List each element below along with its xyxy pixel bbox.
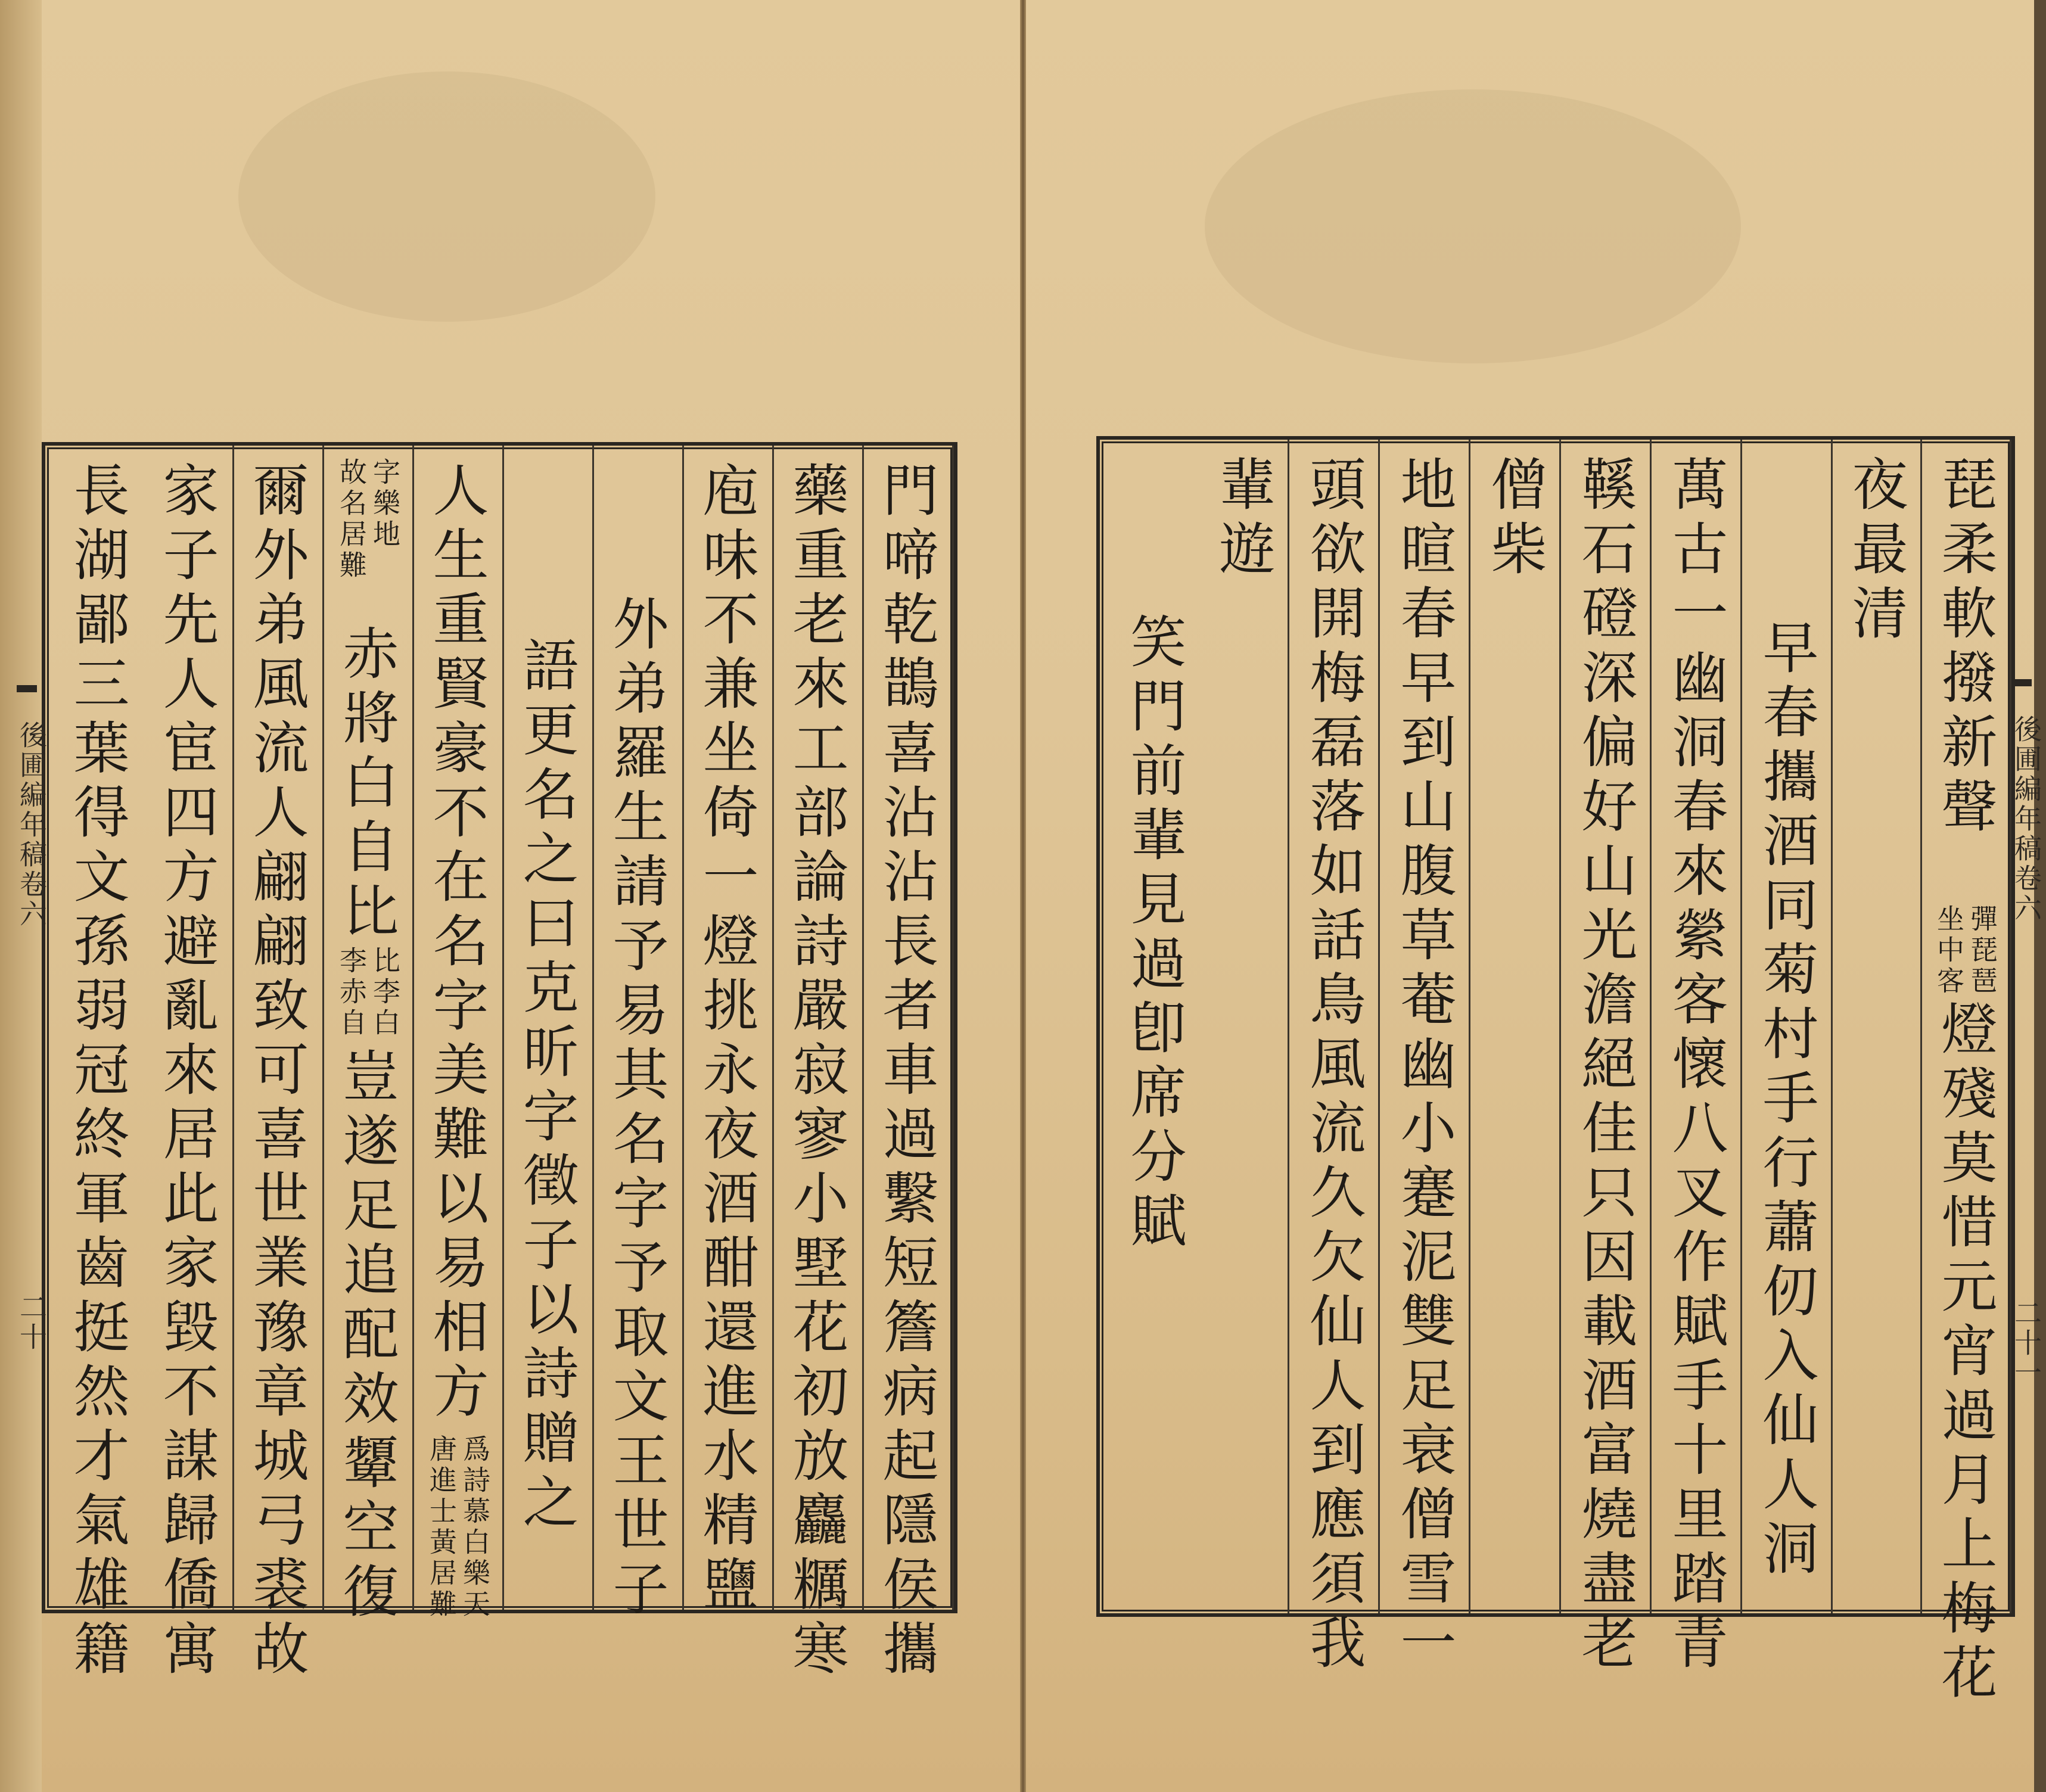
left-col-4 [594,446,684,1624]
left-col-8 [234,446,324,1684]
left-col-7-note-c: 李赤自 [335,946,368,1039]
right-col-2 [1833,440,1922,1613]
paper-stain [1205,89,1741,363]
left-col-1-text: 門啼乾鵲喜沾沾長者車過繫短簷病起隱侯攜 [873,461,938,1684]
left-col-5-text: 語更名之曰克昕字徵子以詩贈之 [513,636,578,1537]
left-col-6 [414,446,504,1620]
right-margin-title: 後圃編年稿卷六 [2010,715,2042,923]
left-col-6-text: 人生重賢豪不在名字美難以易相方 [423,461,488,1426]
left-col-7-note-b: 字樂地 [369,458,401,550]
right-col-7 [1380,440,1470,1678]
right-col-3-text: 早春攜酒同菊村手行蕭仞入仙人洞 [1753,618,1818,1583]
paper-stain [238,71,655,322]
left-col-2 [774,446,864,1684]
left-col-7-note-a: 故名居難 [335,458,368,581]
right-col-8 [1289,440,1380,1678]
right-col-1-note-b: 彈琵琶 [1966,904,1998,997]
right-col-2-text: 夜最清 [1842,455,1907,648]
right-col-8-text: 頭欲開梅磊落如話鳥風流久欠仙人到應須我 [1300,455,1365,1678]
left-col-7-note-d: 比李白 [369,946,401,1039]
left-col-7 [324,446,414,1626]
right-col-5 [1561,440,1652,1678]
left-col-10 [52,446,144,1684]
left-col-7-text2: 豈遂足追配效顰空復 [333,1047,398,1626]
left-col-4-text: 外弟羅生請予易其名字予取文王世子 [603,595,668,1624]
right-col-5-text: 鞵石磴深偏好山光澹絕佳只因載酒富燒盡老 [1572,455,1637,1678]
left-col-5 [504,446,594,1610]
left-col-6-note-a: 唐進士黃居難 [425,1435,458,1620]
left-page [0,0,1020,1792]
right-col-9-text: 輩遊 [1209,455,1274,584]
right-col-1-text: 琵柔軟撥新聲 [1932,455,1997,841]
right-col-10 [1107,440,1200,1613]
right-col-7-text: 地暄春早到山腹草菴幽小蹇泥雙足衰僧雪一 [1391,455,1456,1678]
left-col-9 [144,446,234,1684]
right-col-10-text: 笑門前輩見過卽席分賦 [1121,612,1186,1256]
left-col-9-text: 家子先人宦四方避亂來居此家毀不謀歸僑寓 [153,461,218,1684]
right-col-1-text2: 燈殘莫惜元宵過月上梅花 [1932,1000,1997,1707]
right-col-1-note-a: 坐中客 [1933,904,1965,997]
right-col-4 [1652,440,1742,1678]
right-col-6 [1470,440,1561,1613]
left-col-3 [684,446,774,1619]
right-col-3 [1742,440,1833,1613]
fold-mark [17,685,37,692]
right-col-4-text: 萬古一幽洞春來縈客懷八叉作賦手十里踏青 [1662,455,1727,1678]
left-col-2-text: 藥重老來工部論詩嚴寂寥小墅花初放麤糲寒 [783,461,848,1684]
left-margin-title: 後圃編年稿卷六 [15,721,48,929]
left-text-frame [42,442,957,1684]
right-col-1 [1922,440,2011,1707]
book-gutter [1020,0,1026,1792]
left-col-8-text: 爾外弟風流人翩翩致可喜世業豫章城弓裘故 [243,461,308,1684]
left-col-10-text: 長湖鄙三葉得文孫弱冠終軍齒挺然才氣雄籍 [64,461,129,1684]
left-col-1 [864,446,954,1684]
right-col-6-text: 僧柴 [1481,455,1546,584]
fold-mark [2011,679,2032,686]
right-col-9 [1200,440,1289,1613]
left-col-6-note-b: 爲詩慕白樂天 [459,1435,491,1620]
left-margin-folio: 二十 [15,1293,48,1352]
left-col-7-text: 赤將白自比 [333,624,398,946]
left-col-3-text: 庖味不兼坐倚一燈挑永夜酒酣還進水精鹽 [693,461,758,1619]
right-text-frame [1096,436,2015,1707]
right-margin-folio: 二十一 [2010,1299,2042,1388]
